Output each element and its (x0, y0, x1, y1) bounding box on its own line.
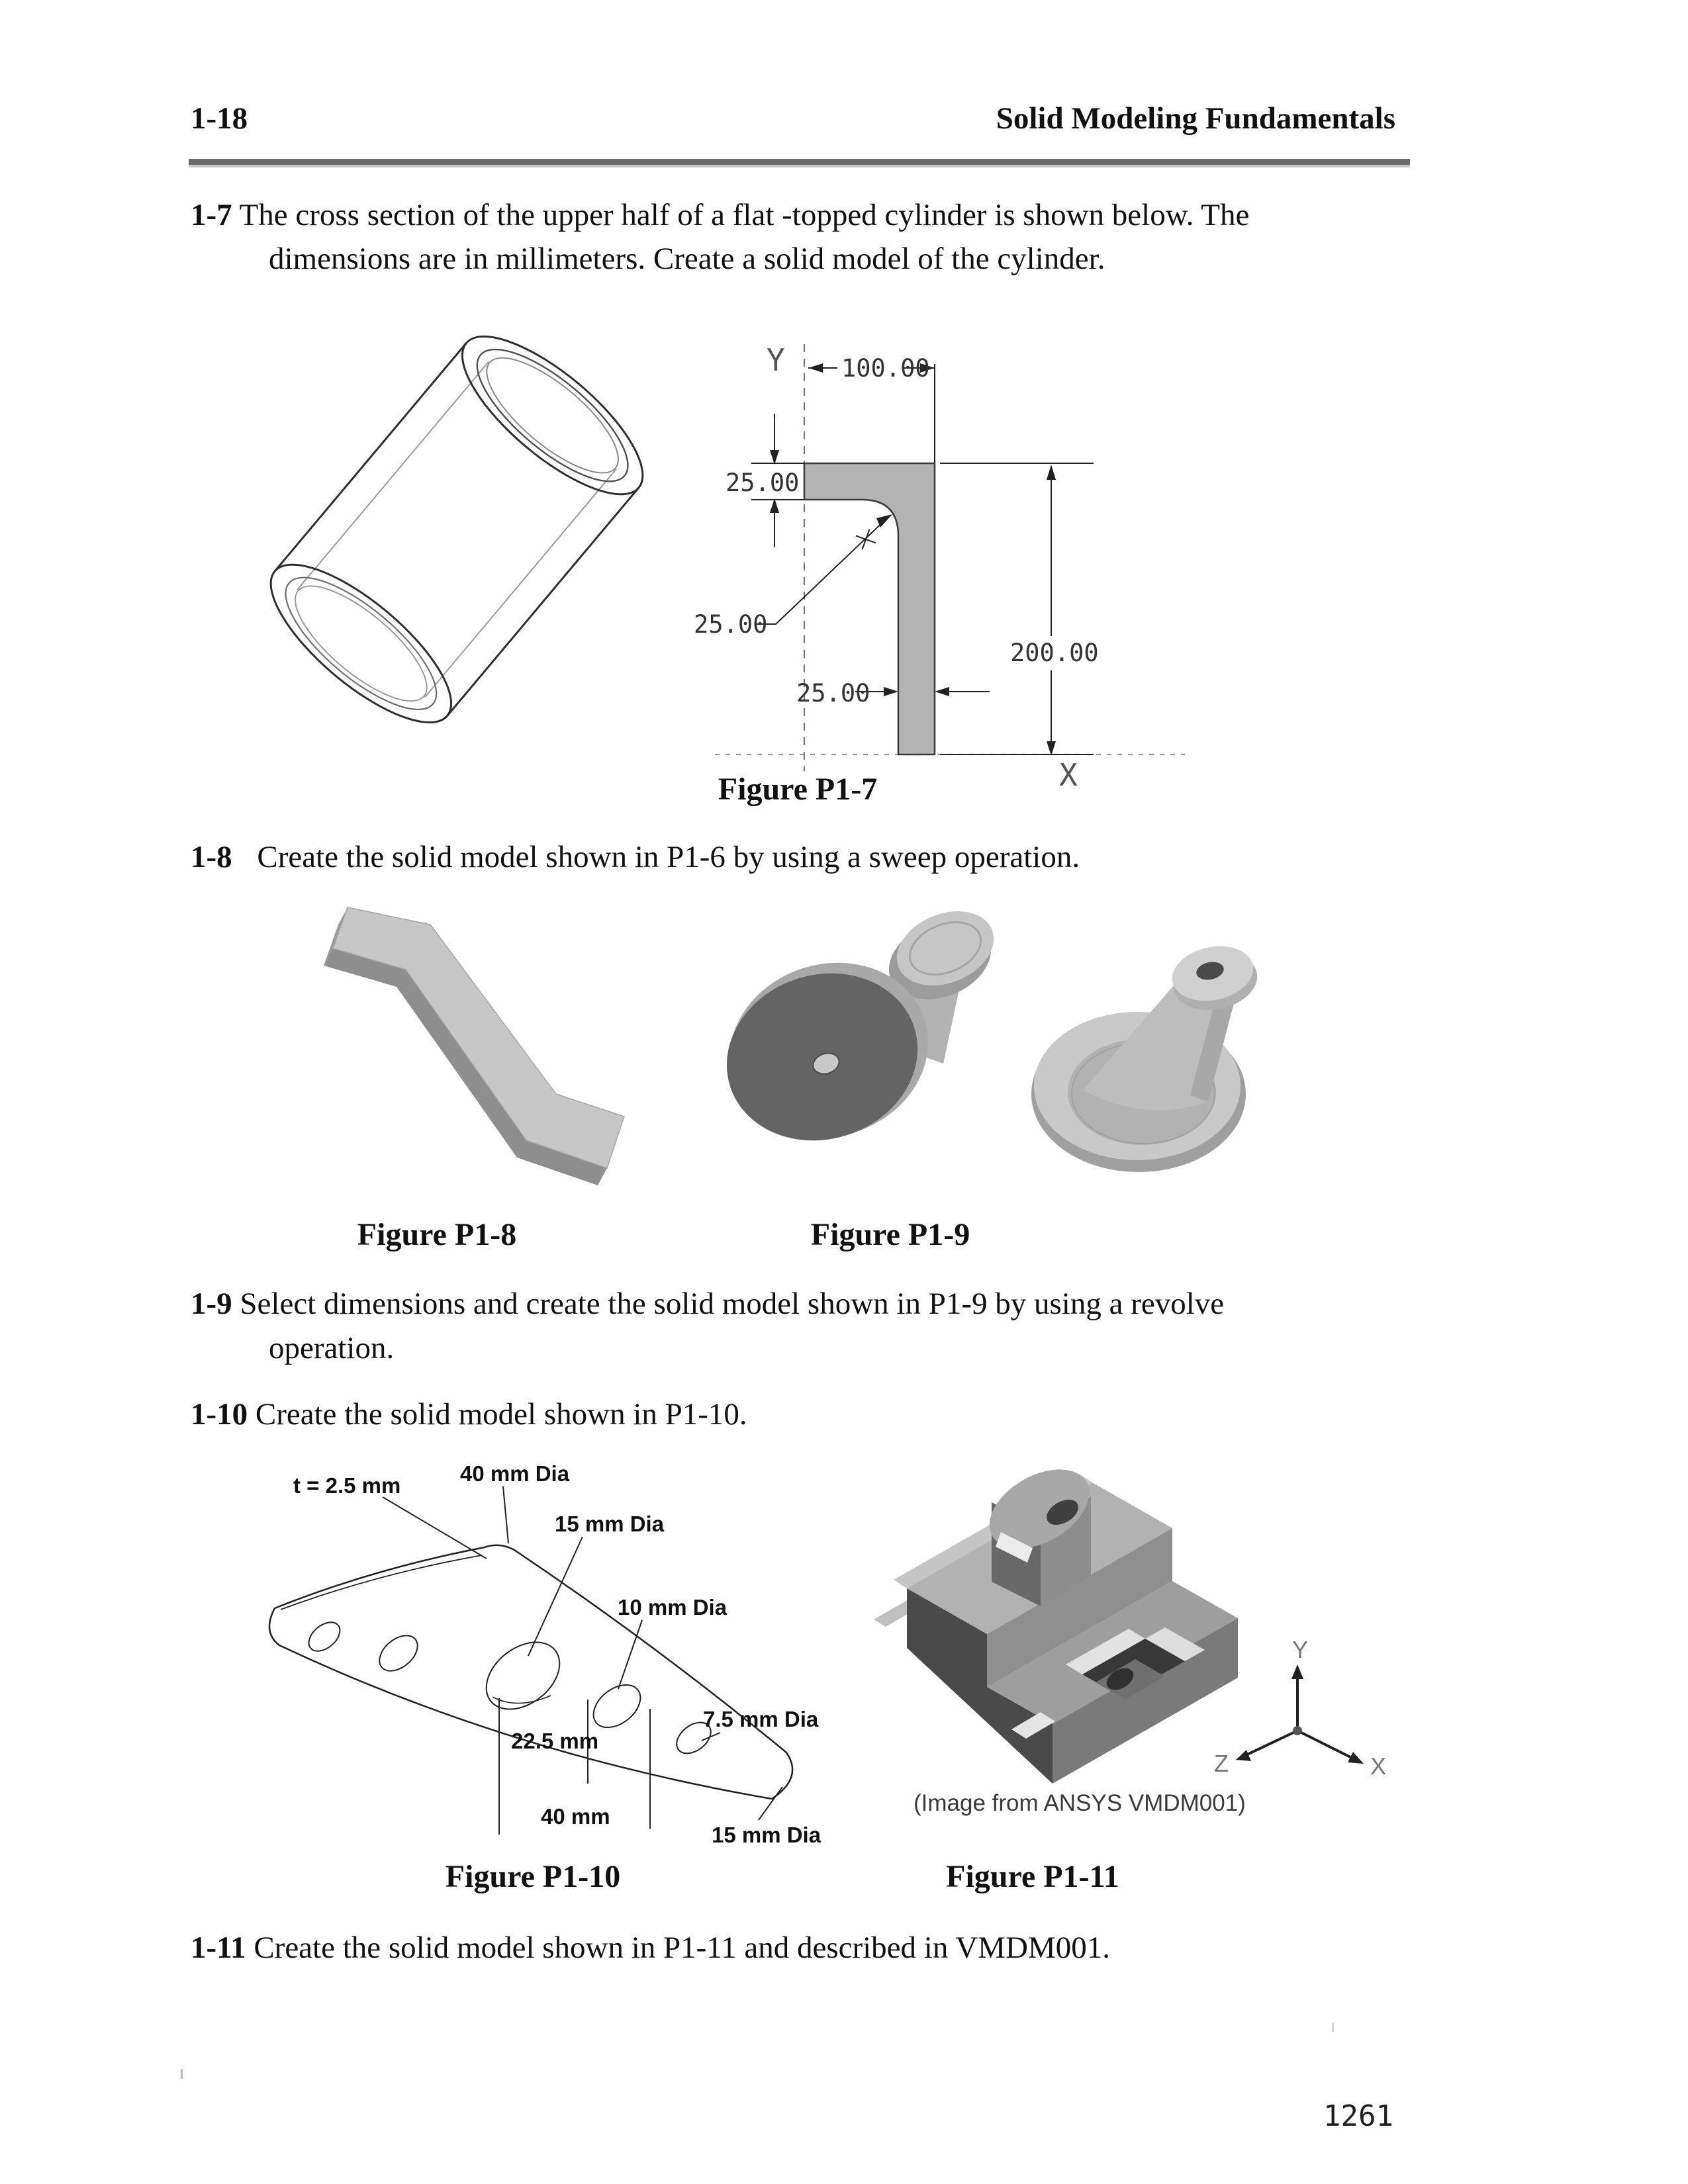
cross-section-shape (804, 463, 935, 754)
label-15dia-center: 15 mm Dia (555, 1512, 665, 1536)
problem-1-9-line1 (191, 1287, 1224, 1322)
caption-figure-p1-11: Figure P1-11 (946, 1859, 1119, 1894)
x-axis-label: X (1059, 757, 1078, 793)
problem-1-7-line1 (191, 199, 1249, 233)
caption-figure-p1-8: Figure P1-8 (357, 1217, 517, 1252)
header-title: Solid Modeling Fundamentals (996, 101, 1395, 136)
y-axis-label: Y (767, 342, 785, 378)
dim-flange-thickness (726, 414, 804, 547)
problem-1-9-label: 1-9 (191, 1287, 232, 1321)
problem-1-7-label: 1-7 (191, 198, 232, 232)
label-40dia: 40 mm Dia (460, 1461, 570, 1486)
header-rule (189, 159, 1410, 167)
figure-p1-10-plate-drawing (225, 1443, 834, 1847)
problem-1-11-label: 1-11 (191, 1931, 246, 1965)
figure-p1-9-funnels (682, 890, 1278, 1214)
svg-text:25.00: 25.00 (726, 469, 800, 497)
triad-x-label: X (1370, 1752, 1387, 1780)
figure-p1-7-cylinder-wireframe (212, 291, 702, 768)
figure-p1-11-credit: (Image from ANSYS VMDM001) (914, 1790, 1246, 1816)
problem-1-10 (191, 1398, 747, 1432)
triad-y-label: Y (1292, 1636, 1309, 1663)
figure-p1-11-block-model (834, 1446, 1397, 1790)
label-10dia: 10 mm Dia (618, 1595, 727, 1619)
caption-figure-p1-10: Figure P1-10 (445, 1859, 621, 1894)
plate-outline (269, 1545, 792, 1799)
problem-1-7-text1: The cross section of the upper half of a flat -topped cylinder is shown below. The (239, 198, 1250, 232)
triad-z-label: Z (1214, 1750, 1229, 1777)
problem-1-10-text: Create the solid model shown in P1-10. (255, 1397, 747, 1432)
dim-fillet-radius (694, 514, 892, 639)
problem-1-9-line2: operation. (269, 1331, 395, 1365)
problem-1-8 (191, 841, 1080, 875)
label-40mm: 40 mm (541, 1804, 610, 1829)
svg-text:200.00: 200.00 (1010, 639, 1099, 667)
caption-figure-p1-9: Figure P1-9 (810, 1217, 970, 1252)
label-thickness: t = 2.5 mm (293, 1473, 401, 1498)
problem-1-10-label: 1-10 (191, 1397, 248, 1432)
dim-leg-width (796, 679, 990, 707)
footer-page-number: 1261 (1323, 2099, 1393, 2133)
dim-total-height (940, 463, 1099, 756)
funnel-right (1031, 939, 1262, 1172)
problem-1-7-line2: dimensions are in millimeters. Create a solid model of the cylinder. (269, 242, 1105, 276)
bar-top-face (333, 907, 624, 1168)
scan-artifact-right (1332, 2023, 1334, 2032)
coordinate-triad (1214, 1636, 1386, 1780)
leader-40dia (503, 1486, 508, 1543)
svg-text:25.00: 25.00 (796, 679, 870, 707)
scan-artifact-left (181, 2069, 183, 2079)
label-22-5mm: 22.5 mm (511, 1729, 599, 1753)
header-page-ref: 1-18 (191, 101, 248, 136)
dim-top-width (808, 354, 935, 463)
leader-thickness (383, 1497, 487, 1559)
svg-text:25.00: 25.00 (694, 610, 768, 639)
svg-text:100.00: 100.00 (841, 354, 930, 383)
problem-1-9-text1: Select dimensions and create the solid model shown in P1-9 by using a revolve (240, 1287, 1225, 1321)
funnel-left (705, 897, 1005, 1165)
problem-1-11-text: Create the solid model shown in P1-11 and described in VMDM001. (254, 1931, 1110, 1965)
problem-1-11 (191, 1931, 1110, 1966)
problem-1-8-text: Create the solid model shown in P1-6 by using a sweep operation. (257, 840, 1080, 874)
figure-p1-8-swept-bar (308, 884, 679, 1228)
caption-figure-p1-7: Figure P1-7 (718, 772, 878, 807)
label-15dia-end: 15 mm Dia (712, 1823, 821, 1847)
problem-1-8-label: 1-8 (191, 840, 232, 874)
label-7-5dia: 7.5 mm Dia (703, 1707, 819, 1731)
